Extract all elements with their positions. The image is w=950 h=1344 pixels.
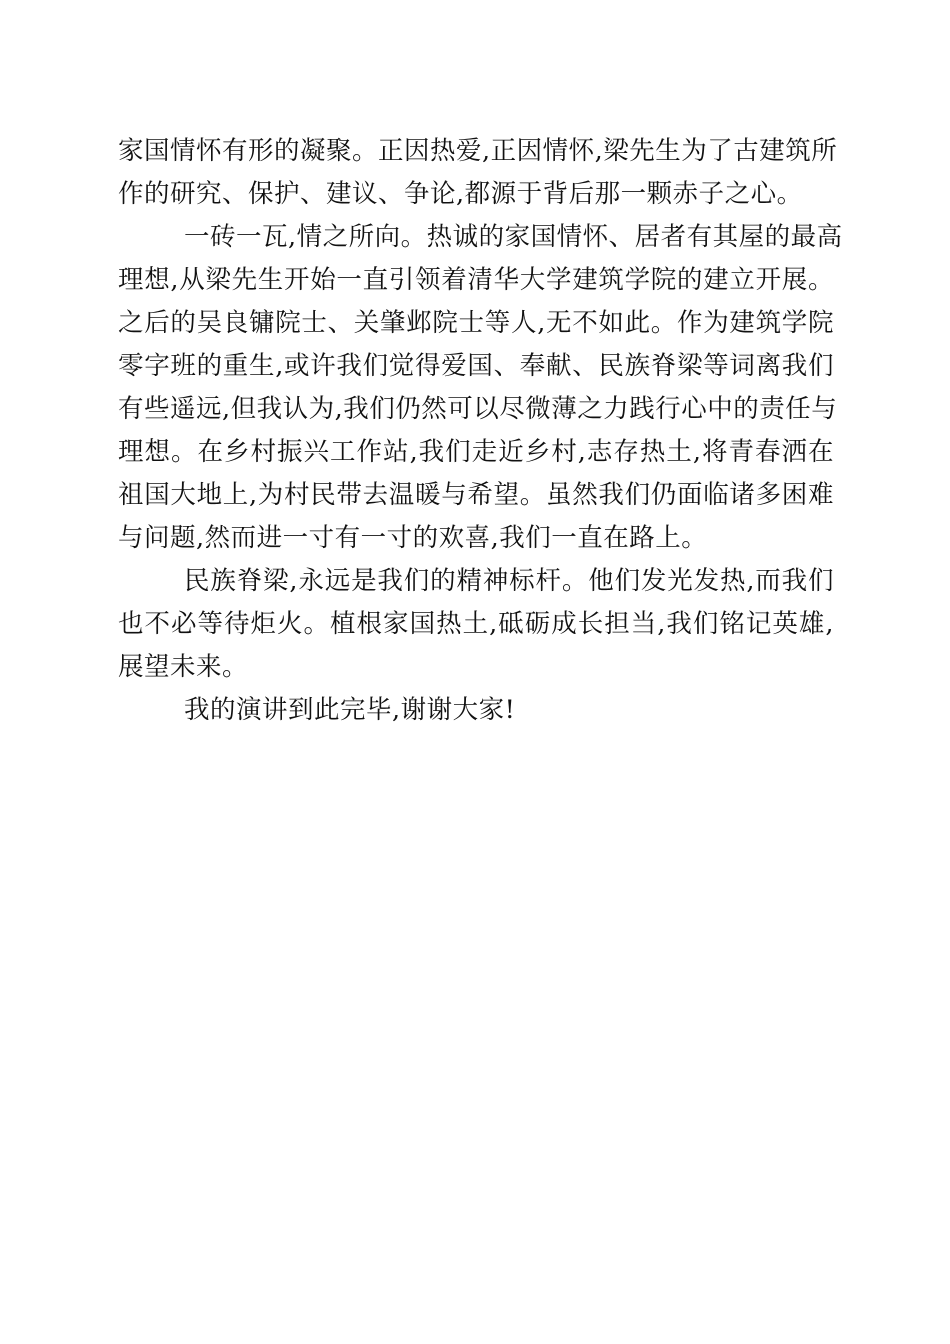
text-line: 作的研究、保护、建议、争论,都源于背后那一颗赤子之心。 [118,179,803,209]
document-body [118,130,843,732]
text-line: 零字班的重生,或许我们觉得爱国、奉献、民族脊梁等词离我们 [118,351,834,381]
text-line: 理想。在乡村振兴工作站,我们走近乡村,志存热土,将青春洒在 [118,437,834,467]
paragraph-1 [118,130,838,216]
paragraph-2 [118,216,843,560]
text-line: 展望未来。 [118,652,249,682]
text-line: 理想,从梁先生开始一直引领着清华大学建筑学院的建立开展。 [118,265,834,295]
text-line: 也不必等待炬火。植根家国热土,砥砺成长担当,我们铭记英雄, [118,609,834,639]
text-line: 民族脊梁,永远是我们的精神标杆。他们发光发热,而我们 [184,566,834,596]
text-line: 我的演讲到此完毕,谢谢大家! [184,695,516,725]
text-line: 家国情怀有形的凝聚。正因热爱,正因情怀,梁先生为了古建筑所 [118,136,838,166]
text-line: 有些遥远,但我认为,我们仍然可以尽微薄之力践行心中的责任与 [118,394,838,424]
text-line: 祖国大地上,为村民带去温暖与希望。虽然我们仍面临诸多困难 [118,480,834,510]
text-line: 之后的吴良镛院士、关肇邺院士等人,无不如此。作为建筑学院 [118,308,834,338]
text-line: 一砖一瓦,情之所向。热诚的家国情怀、居者有其屋的最高 [184,222,843,252]
paragraph-3 [118,560,834,689]
text-line: 与问题,然而进一寸有一寸的欢喜,我们一直在路上。 [118,523,708,553]
paragraph-4 [118,689,834,732]
